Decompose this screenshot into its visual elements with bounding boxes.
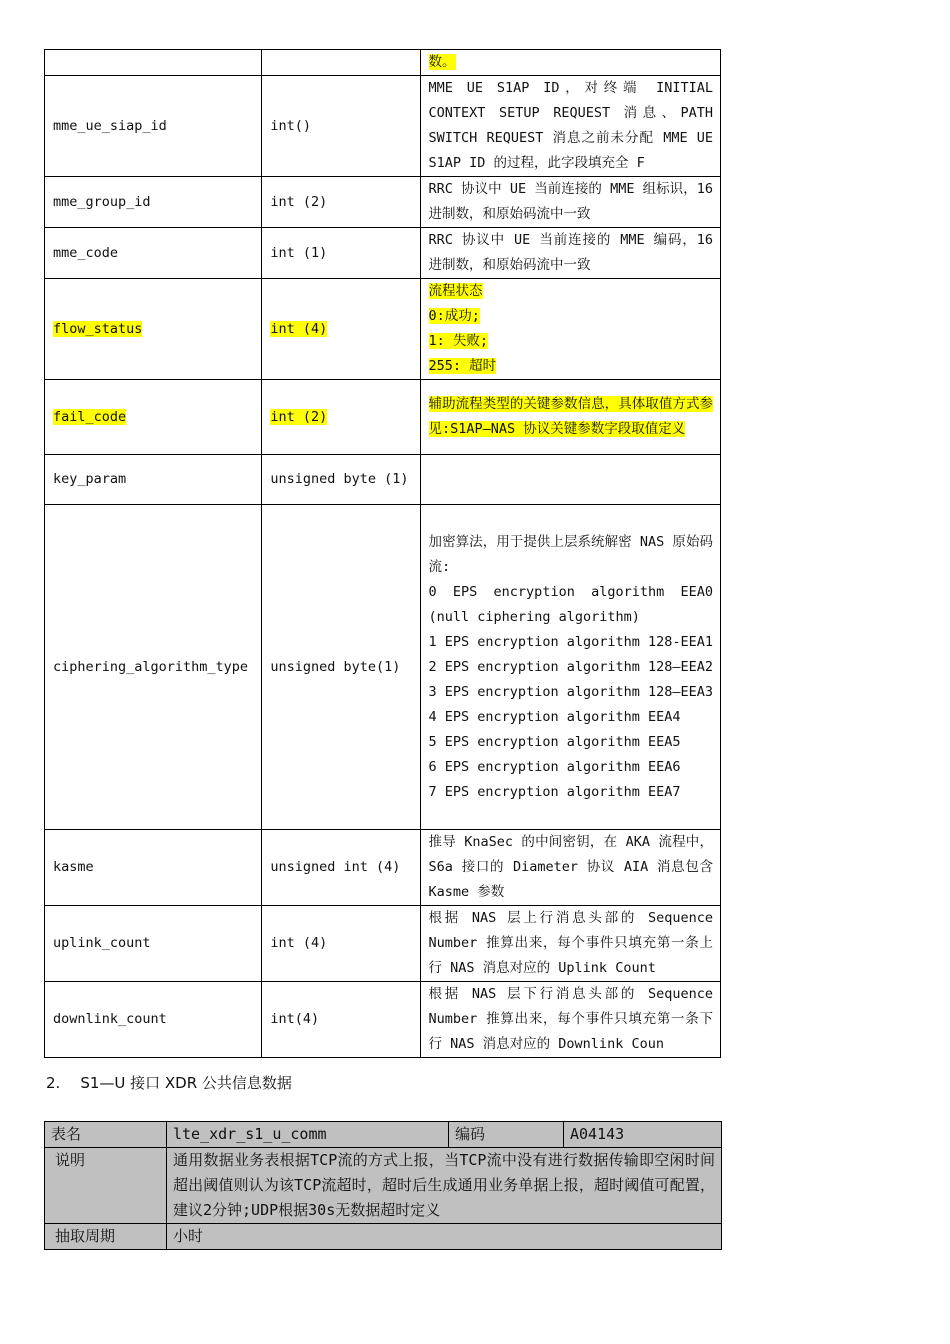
table-row [45,177,721,228]
field-name-cell: key_param [45,455,262,505]
desc-line: 7 EPS encryption algorithm EEA7 [428,783,681,800]
field-name-cell [45,380,262,455]
table-name-label: 表名 [45,1122,167,1148]
field-name-cell: downlink_count [45,982,262,1058]
desc-line: 3 EPS encryption algorithm 128—EEA3 [428,683,714,700]
desc-line [429,329,713,354]
description-label: 说明 [45,1148,167,1224]
desc-line [429,354,713,379]
desc-line [429,279,713,304]
field-name-cell: uplink_count [45,906,262,982]
field-desc-cell [420,455,720,505]
desc-line-text: 流程状态 [428,283,483,299]
desc-line: 2 EPS encryption algorithm 128—EEA2 [428,658,714,675]
table-info-table [44,1121,722,1250]
field-desc-cell: RRC 协议中 UE 当前连接的 MME 组标识，16进制数，和原始码流中一致 [420,177,720,228]
desc-line [429,304,713,329]
field-definition-table [44,49,721,1058]
field-type-cell [262,279,420,380]
desc-line: 5 EPS encryption algorithm EEA5 [428,733,681,750]
field-desc-cell [420,505,720,830]
table-row [45,455,721,505]
table-row [45,279,721,380]
field-type-cell: unsigned byte(1) [262,505,420,830]
section-heading [46,1072,292,1093]
field-name-cell: mme_code [45,228,262,279]
desc-line-text: 255: 超时 [428,358,497,374]
field-desc-cell [420,50,720,76]
desc-line: 0 EPS encryption algorithm EEA0 (null ciphering algorithm) [428,583,713,625]
field-name-cell: mme_ue_siap_id [45,76,262,177]
field-type-text: int (2) [270,408,328,425]
field-name-cell: mme_group_id [45,177,262,228]
field-name-cell [45,279,262,380]
field-name-cell [45,50,262,76]
field-type-cell: int (1) [262,228,420,279]
table-row [45,1148,722,1224]
table-row [45,906,721,982]
desc-line: 4 EPS encryption algorithm EEA4 [428,708,681,725]
field-desc-text: 数。 [428,54,456,70]
desc-line: 1 EPS encryption algorithm 128-EEA1 [428,633,714,650]
field-desc-text: 辅助流程类型的关键参数信息，具体取值方式参见:S1AP—NAS 协议关键参数字段取值定义 [428,396,713,437]
table-name-value: lte_xdr_s1_u_comm [167,1122,449,1148]
field-desc-cell: MME UE S1AP ID，对终端 INITIAL CONTEXT SETUP REQUEST 消息、PATH SWITCH REQUEST 消息之前未分配 MME UE S1AP ID 的过程，此字段填充全 F [420,76,720,177]
field-name-text: fail_code [53,408,127,425]
table-row [45,982,721,1058]
field-type-cell [262,50,420,76]
field-desc-cell [420,279,720,380]
field-desc-cell: 根据 NAS 层上行消息头部的 Sequence Number 推算出来，每个事件只填充第一条上行 NAS 消息对应的 Uplink Count [420,906,720,982]
code-label: 编码 [449,1122,564,1148]
table-row [45,830,721,906]
desc-line: 加密算法，用于提供上层系统解密 NAS 原始码流: [428,533,713,575]
field-name-cell: ciphering_algorithm_type [45,505,262,830]
table-row [45,228,721,279]
description-value: 通用数据业务表根据TCP流的方式上报，当TCP流中没有进行数据传输即空闲时间超出阈值则认为该TCP流超时，超时后生成通用业务单据上报，超时阈值可配置，建议2分钟;UDP根据30s无数据超时定义 [167,1148,722,1224]
section-title-text: S1—U 接口 XDR 公共信息数据 [80,1074,292,1092]
field-desc-cell: 推导 KnaSec 的中间密钥，在 AKA 流程中，S6a 接口的 Diameter 协议 AIA 消息包含 Kasme 参数 [420,830,720,906]
table-row [45,1122,722,1148]
field-name-text: flow_status [53,320,143,337]
field-type-cell: int (4) [262,906,420,982]
field-type-cell [262,380,420,455]
desc-line-text: 0:成功; [428,308,480,324]
period-value: 小时 [167,1224,722,1250]
period-label: 抽取周期 [45,1224,167,1250]
field-desc-cell [420,380,720,455]
field-type-cell: int (2) [262,177,420,228]
code-value: A04143 [564,1122,722,1148]
table-row [45,380,721,455]
table-row [45,505,721,830]
field-type-text: int (4) [270,320,328,337]
desc-line-text: 1: 失败; [428,333,489,349]
field-type-cell: int(4) [262,982,420,1058]
table-row [45,1224,722,1250]
desc-line: 6 EPS encryption algorithm EEA6 [428,758,681,775]
field-desc-cell: RRC 协议中 UE 当前连接的 MME 编码，16 进制数，和原始码流中一致 [420,228,720,279]
field-type-cell: unsigned int (4) [262,830,420,906]
field-type-cell: int() [262,76,420,177]
field-type-cell: unsigned byte (1) [262,455,420,505]
table-row [45,76,721,177]
field-desc-cell: 根据 NAS 层下行消息头部的 Sequence Number 推算出来，每个事件只填充第一条下行 NAS 消息对应的 Downlink Coun [420,982,720,1058]
table-row [45,50,721,76]
section-number: 2. [46,1074,61,1092]
field-name-cell: kasme [45,830,262,906]
